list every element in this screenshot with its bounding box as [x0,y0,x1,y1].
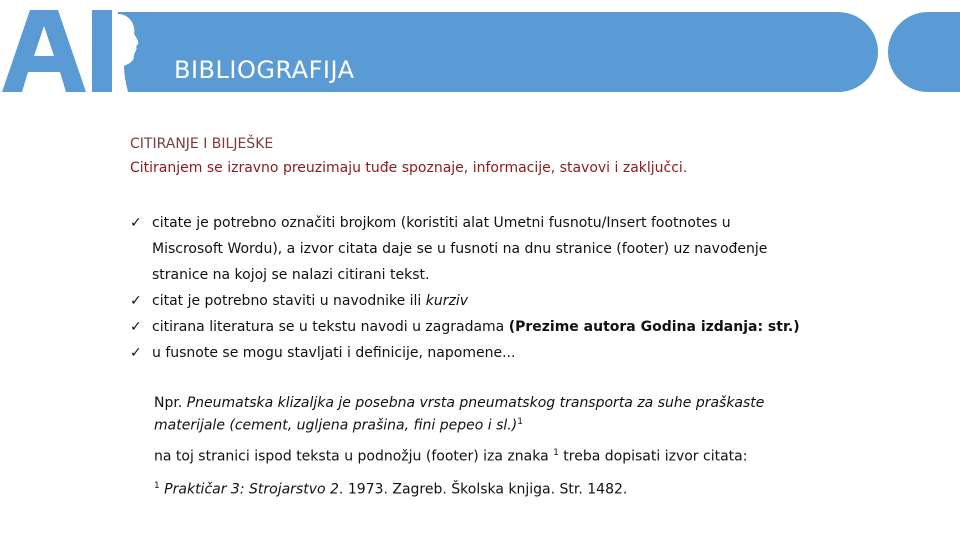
check-icon: ✓ [130,293,142,309]
footnote [154,481,834,498]
example-italic-line1: Pneumatska klizaljka je posebna vrsta pneumatskog transporta za suhe praškaste [186,395,765,411]
check-icon: ✓ [130,319,142,335]
list-item-text: citat je potrebno staviti u navodnike ili [152,293,426,309]
footnote-marker: 1 [553,448,559,458]
list-item [130,340,830,366]
logo-icon [0,0,140,100]
list-item-line: stranice na kojoj se nalazi citirani tekst. [152,267,430,283]
list-item-text: u fusnote se mogu stavljati i definicije, napomene... [152,345,516,361]
example-paragraph [154,394,814,436]
list-item [130,288,830,314]
list-item-line: Miscrosoft Wordu), a izvor citata daje se u fusnoti na dnu stranice (footer) uz navođenje [152,241,768,257]
note-text-end: treba dopisati izvor citata: [558,448,748,465]
list-item-line: citate je potrebno označiti brojkom (koristiti alat Umetni fusnotu/Insert footnotes u [152,215,731,231]
list-item [130,210,830,288]
banner-end-cap [888,12,960,92]
footnote-marker: 1 [517,417,523,427]
check-list [130,210,830,366]
list-item [130,314,830,340]
example-prefix: Npr. [154,395,187,411]
note-text-start: na toj stranici ispod teksta u podnožju (footer) iza znaka [154,448,554,465]
intro-text: Citiranjem se izravno preuzimaju tuđe spoznaje, informacije, stavovi i zaključci. [130,160,688,176]
list-item-bold: (Prezime autora Godina izdanja: str.) [508,319,800,335]
instruction-text [154,448,834,465]
example-italic-line2: materijale (cement, ugljena prašina, fini pepeo i sl.) [154,417,518,434]
page-title: BIBLIOGRAFIJA [174,56,355,84]
section-subheading: CITIRANJE I BILJEŠKE [130,136,274,152]
list-item-italic: kurziv [425,293,469,309]
footnote-number: 1 [154,481,160,491]
check-icon: ✓ [130,215,142,231]
footnote-details: . 1973. Zagreb. Školska knjiga. Str. 1482. [338,481,628,498]
check-icon: ✓ [130,345,142,361]
header-banner [0,0,960,100]
footnote-title: Praktičar 3: Strojarstvo 2 [159,481,339,498]
list-item-text: citirana literatura se u tekstu navodi u zagradama [152,319,509,335]
